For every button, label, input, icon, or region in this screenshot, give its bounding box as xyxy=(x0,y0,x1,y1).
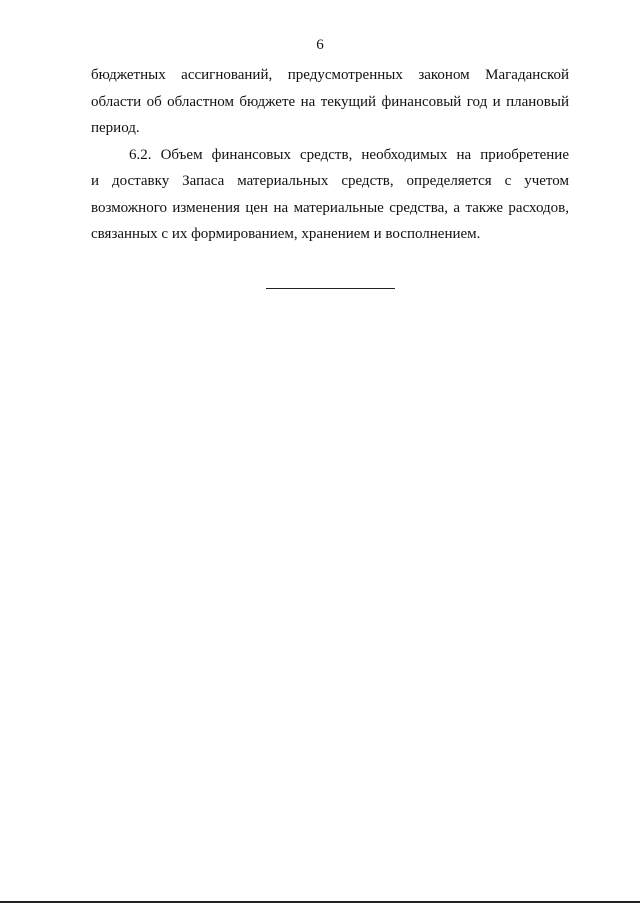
paragraph-6-2 xyxy=(91,142,569,248)
text-line: бюджетных ассигнований, предусмотренных законом Магаданской xyxy=(91,67,569,83)
text-line: связанных с их формированием, хранением и восполнением. xyxy=(91,226,481,242)
document-body xyxy=(91,62,569,248)
text-line: и доставку Запаса материальных средств, определяется с учетом xyxy=(91,173,569,189)
end-of-text-rule xyxy=(266,288,395,289)
page-number: 6 xyxy=(316,37,324,53)
text-line: период. xyxy=(91,120,140,136)
paragraph-budget-allocations xyxy=(91,62,569,142)
text-line: области об областном бюджете на текущий финансовый год и плановый xyxy=(91,93,569,110)
text-line: возможного изменения цен на материальные средства, а также расходов, xyxy=(91,199,569,216)
scan-bottom-edge xyxy=(0,901,640,903)
text-line: 6.2. Объем финансовых средств, необходимых на приобретение xyxy=(129,146,569,163)
